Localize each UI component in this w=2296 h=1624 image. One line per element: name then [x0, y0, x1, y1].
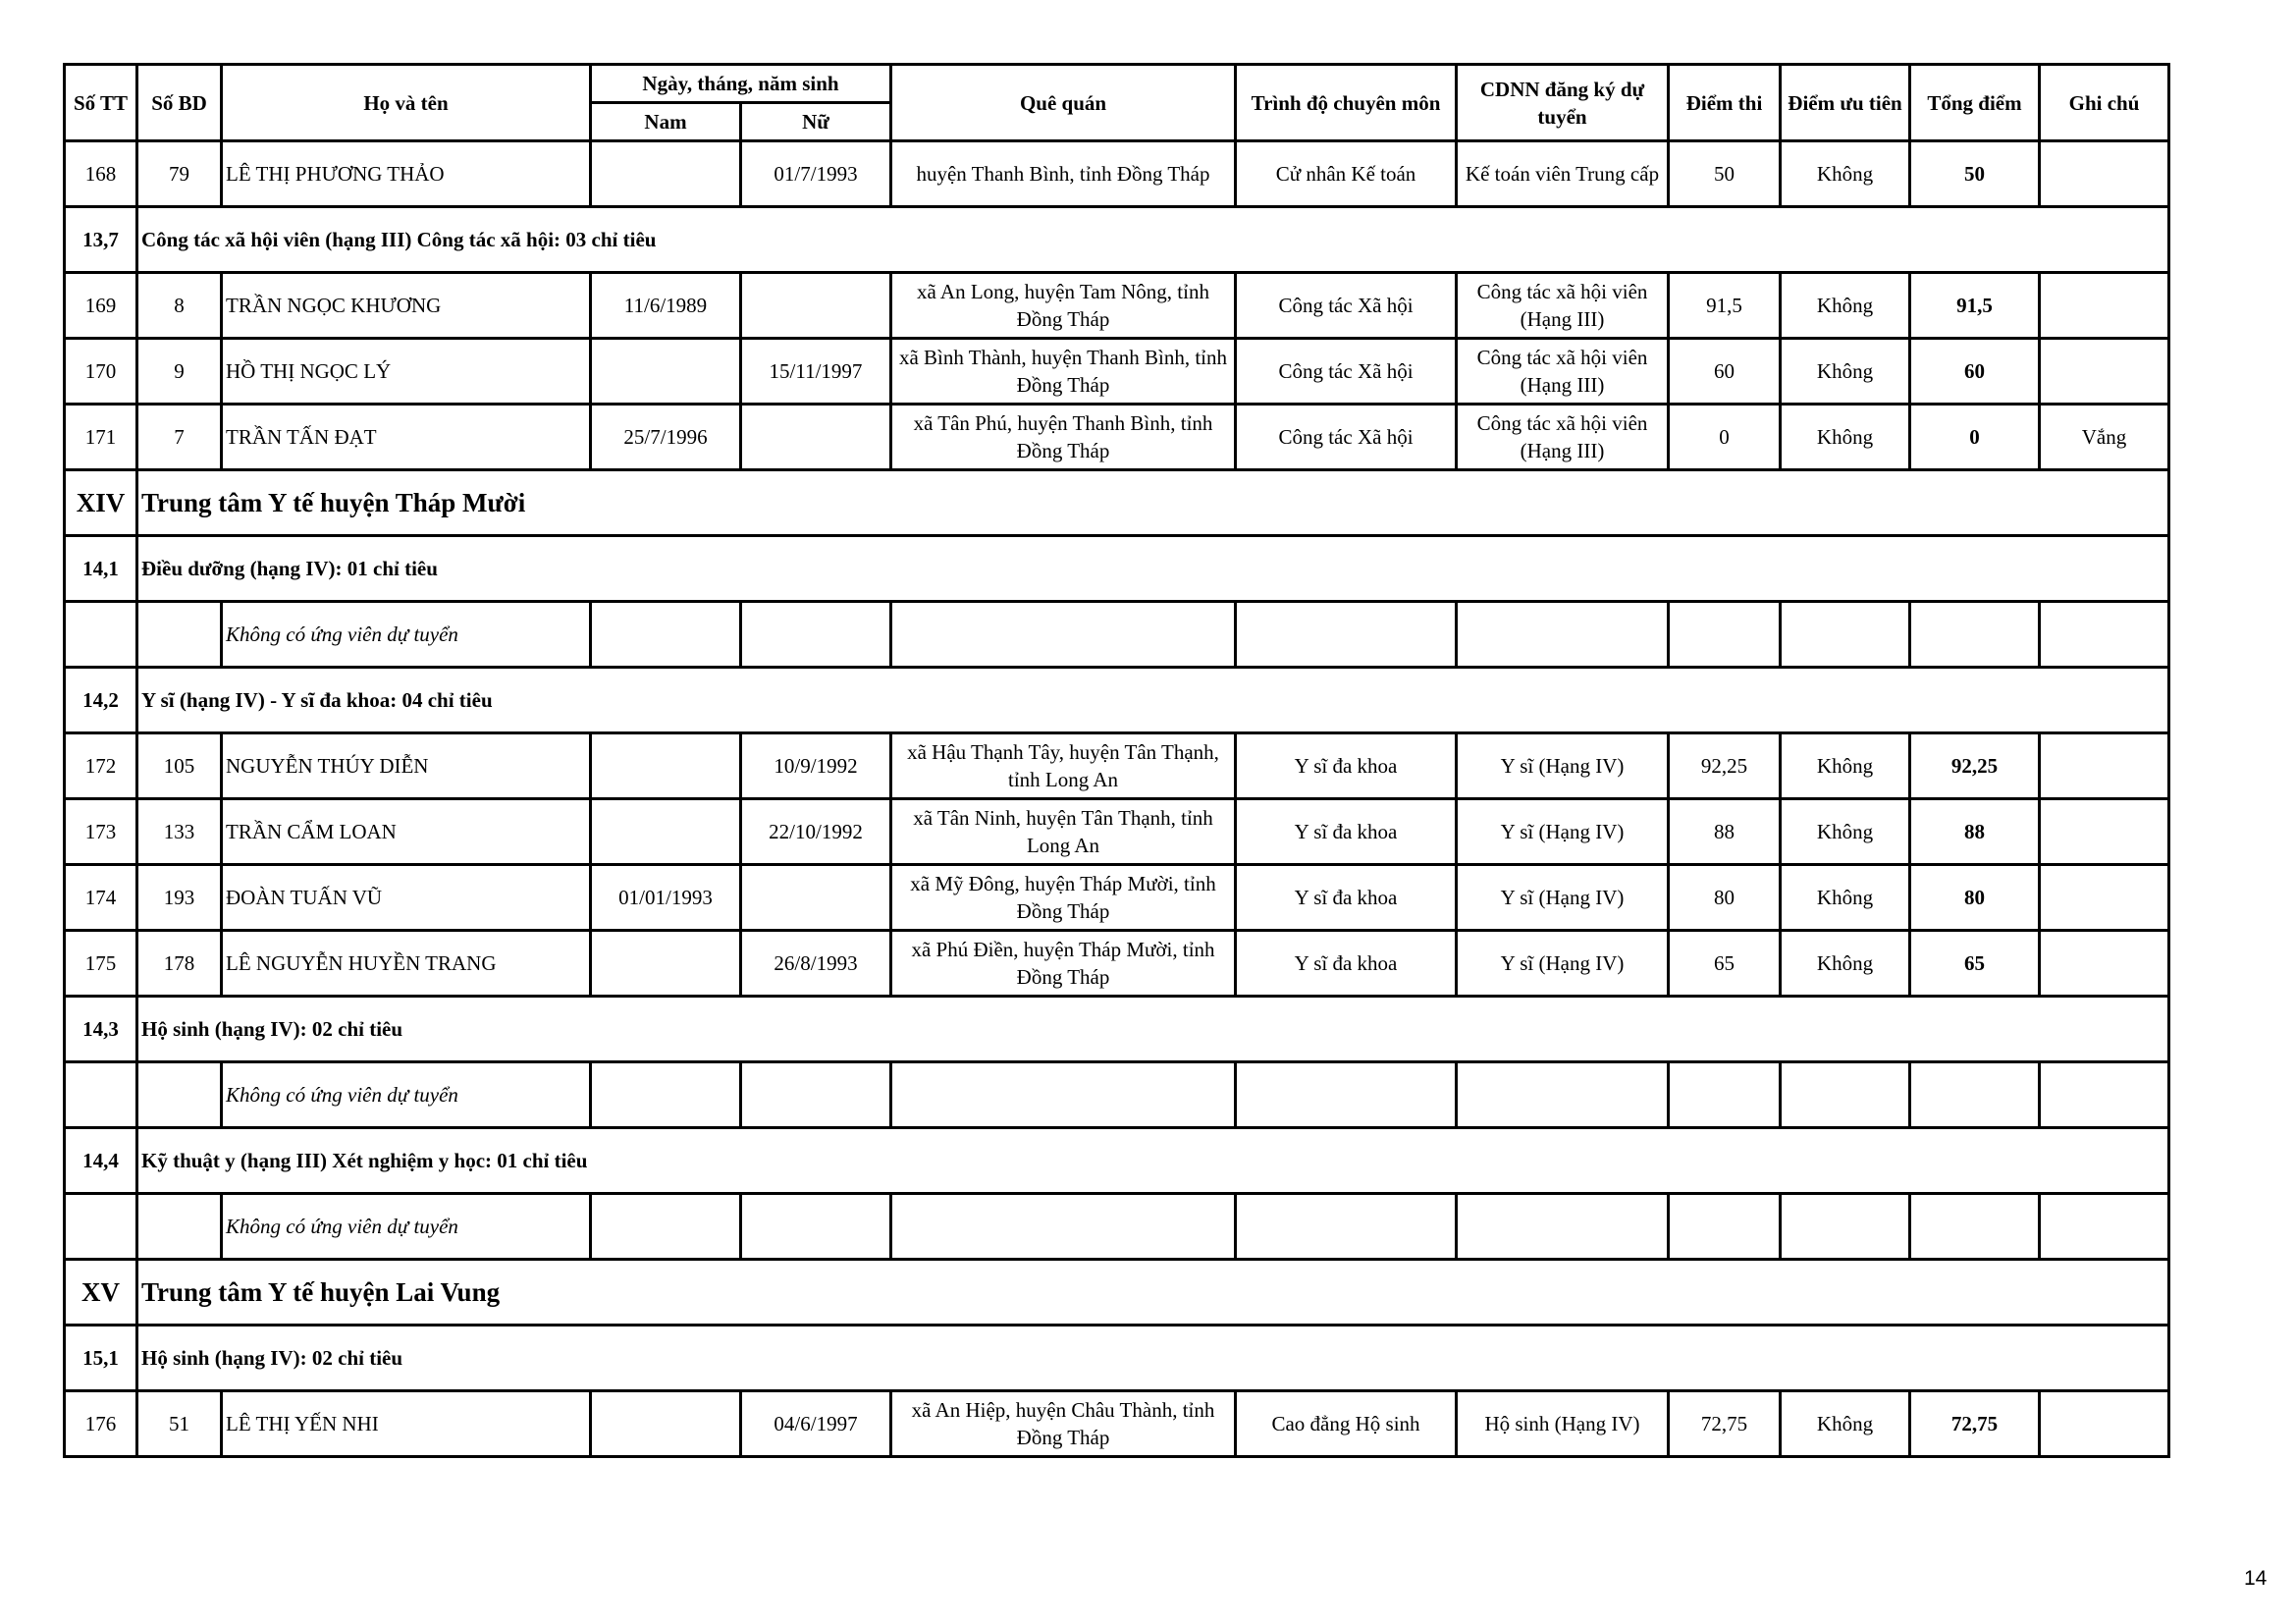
total-cell: 80	[1910, 865, 2040, 931]
qualification-cell: Y sĩ đa khoa	[1236, 733, 1457, 799]
name-cell: LÊ THỊ PHƯƠNG THẢO	[222, 141, 591, 207]
candidate-row	[65, 339, 2169, 405]
cdnn-cell: Công tác xã hội viên (Hạng III)	[1457, 405, 1669, 470]
note-cell	[2040, 931, 2169, 997]
empty-cell	[591, 602, 741, 668]
candidate-row	[65, 865, 2169, 931]
section-number: 14,3	[65, 997, 137, 1062]
hometown-cell: xã Hậu Thạnh Tây, huyện Tân Thạnh, tỉnh Long An	[891, 733, 1236, 799]
dob-female-cell: 22/10/1992	[741, 799, 891, 865]
cdnn-cell: Y sĩ (Hạng IV)	[1457, 799, 1669, 865]
section-number: 13,7	[65, 207, 137, 273]
total-cell: 88	[1910, 799, 2040, 865]
sbd-cell: 51	[137, 1391, 222, 1457]
header-name: Họ và tên	[222, 65, 591, 141]
hometown-cell: xã An Hiệp, huyện Châu Thành, tỉnh Đồng Tháp	[891, 1391, 1236, 1457]
position-heading-row	[65, 207, 2169, 273]
empty-cell	[1910, 1062, 2040, 1128]
qualification-cell: Y sĩ đa khoa	[1236, 799, 1457, 865]
header-hometown: Quê quán	[891, 65, 1236, 141]
total-cell: 92,25	[1910, 733, 2040, 799]
no-candidate-row	[65, 1194, 2169, 1260]
section-title: Trung tâm Y tế huyện Tháp Mười	[137, 470, 2169, 536]
priority-cell: Không	[1781, 273, 1910, 339]
empty-cell	[591, 1194, 741, 1260]
stt-cell: 168	[65, 141, 137, 207]
sbd-cell: 79	[137, 141, 222, 207]
stt-cell: 175	[65, 931, 137, 997]
score-cell: 65	[1669, 931, 1781, 997]
priority-cell: Không	[1781, 931, 1910, 997]
empty-cell	[1457, 1194, 1669, 1260]
empty-cell	[891, 1062, 1236, 1128]
empty-cell	[741, 602, 891, 668]
dob-male-cell	[591, 799, 741, 865]
empty-cell	[891, 602, 1236, 668]
stt-cell: 174	[65, 865, 137, 931]
note-cell: Vắng	[2040, 405, 2169, 470]
empty-cell	[1781, 602, 1910, 668]
priority-cell: Không	[1781, 1391, 1910, 1457]
section-title: Trung tâm Y tế huyện Lai Vung	[137, 1260, 2169, 1326]
sbd-cell: 105	[137, 733, 222, 799]
name-cell: TRẦN CẨM LOAN	[222, 799, 591, 865]
dob-female-cell: 10/9/1992	[741, 733, 891, 799]
qualification-cell: Cao đẳng Hộ sinh	[1236, 1391, 1457, 1457]
hometown-cell: xã An Long, huyện Tam Nông, tỉnh Đồng Tháp	[891, 273, 1236, 339]
no-candidate-row	[65, 1062, 2169, 1128]
score-cell: 91,5	[1669, 273, 1781, 339]
stt-cell: 170	[65, 339, 137, 405]
position-heading-row	[65, 1128, 2169, 1194]
dob-male-cell	[591, 1391, 741, 1457]
name-cell: LÊ NGUYỄN HUYỀN TRANG	[222, 931, 591, 997]
section-title: Hộ sinh (hạng IV): 02 chỉ tiêu	[137, 1326, 2169, 1391]
priority-cell: Không	[1781, 733, 1910, 799]
name-cell: HỒ THỊ NGỌC LÝ	[222, 339, 591, 405]
stt-cell: 176	[65, 1391, 137, 1457]
no-candidate-text: Không có ứng viên dự tuyển	[222, 602, 591, 668]
empty-cell	[891, 1194, 1236, 1260]
sbd-cell	[137, 1194, 222, 1260]
dob-female-cell	[741, 405, 891, 470]
stt-cell: 171	[65, 405, 137, 470]
total-cell: 0	[1910, 405, 2040, 470]
score-cell: 60	[1669, 339, 1781, 405]
section-number: XV	[65, 1260, 137, 1326]
section-title: Điều dưỡng (hạng IV): 01 chỉ tiêu	[137, 536, 2169, 602]
priority-cell: Không	[1781, 799, 1910, 865]
sbd-cell	[137, 602, 222, 668]
hometown-cell: xã Bình Thành, huyện Thanh Bình, tỉnh Đồng Tháp	[891, 339, 1236, 405]
dob-male-cell: 25/7/1996	[591, 405, 741, 470]
empty-cell	[741, 1194, 891, 1260]
section-number: 14,2	[65, 668, 137, 733]
hometown-cell: xã Phú Điền, huyện Tháp Mười, tỉnh Đồng Tháp	[891, 931, 1236, 997]
total-cell: 60	[1910, 339, 2040, 405]
score-cell: 92,25	[1669, 733, 1781, 799]
note-cell	[2040, 1391, 2169, 1457]
cdnn-cell: Công tác xã hội viên (Hạng III)	[1457, 273, 1669, 339]
dob-male-cell	[591, 141, 741, 207]
section-number: 15,1	[65, 1326, 137, 1391]
qualification-cell: Công tác Xã hội	[1236, 339, 1457, 405]
no-candidate-row	[65, 602, 2169, 668]
candidate-row	[65, 799, 2169, 865]
cdnn-cell: Kế toán viên Trung cấp	[1457, 141, 1669, 207]
section-title: Công tác xã hội viên (hạng III) Công tác xã hội: 03 chỉ tiêu	[137, 207, 2169, 273]
dob-female-cell: 15/11/1997	[741, 339, 891, 405]
empty-cell	[1236, 1194, 1457, 1260]
candidate-row	[65, 273, 2169, 339]
name-cell: LÊ THỊ YẾN NHI	[222, 1391, 591, 1457]
empty-cell	[1236, 602, 1457, 668]
header-female: Nữ	[741, 103, 891, 141]
unit-heading-row	[65, 1260, 2169, 1326]
hometown-cell: xã Tân Phú, huyện Thanh Bình, tỉnh Đồng Tháp	[891, 405, 1236, 470]
qualification-cell: Y sĩ đa khoa	[1236, 865, 1457, 931]
cdnn-cell: Y sĩ (Hạng IV)	[1457, 931, 1669, 997]
header-dob: Ngày, tháng, năm sinh	[591, 65, 891, 103]
sbd-cell: 7	[137, 405, 222, 470]
note-cell	[2040, 865, 2169, 931]
qualification-cell: Y sĩ đa khoa	[1236, 931, 1457, 997]
dob-female-cell: 26/8/1993	[741, 931, 891, 997]
header-score: Điểm thi	[1669, 65, 1781, 141]
name-cell: NGUYỄN THÚY DIỄN	[222, 733, 591, 799]
header-qualification: Trình độ chuyên môn	[1236, 65, 1457, 141]
empty-cell	[2040, 1062, 2169, 1128]
sbd-cell: 193	[137, 865, 222, 931]
position-heading-row	[65, 536, 2169, 602]
candidate-row	[65, 733, 2169, 799]
cdnn-cell: Hộ sinh (Hạng IV)	[1457, 1391, 1669, 1457]
empty-cell	[1236, 1062, 1457, 1128]
section-title: Hộ sinh (hạng IV): 02 chỉ tiêu	[137, 997, 2169, 1062]
stt-cell: 173	[65, 799, 137, 865]
empty-cell	[741, 1062, 891, 1128]
name-cell: TRẦN TẤN ĐẠT	[222, 405, 591, 470]
empty-cell	[1910, 602, 2040, 668]
header-sbd: Số BD	[137, 65, 222, 141]
stt-cell	[65, 1194, 137, 1260]
score-cell: 88	[1669, 799, 1781, 865]
dob-male-cell	[591, 339, 741, 405]
header-note: Ghi chú	[2040, 65, 2169, 141]
stt-cell	[65, 1062, 137, 1128]
priority-cell: Không	[1781, 865, 1910, 931]
sbd-cell	[137, 1062, 222, 1128]
position-heading-row	[65, 668, 2169, 733]
total-cell: 50	[1910, 141, 2040, 207]
name-cell: TRẦN NGỌC KHƯƠNG	[222, 273, 591, 339]
stt-cell: 172	[65, 733, 137, 799]
dob-male-cell: 11/6/1989	[591, 273, 741, 339]
page-number: 14	[2244, 1567, 2268, 1590]
empty-cell	[591, 1062, 741, 1128]
header-stt: Số TT	[65, 65, 137, 141]
note-cell	[2040, 799, 2169, 865]
hometown-cell: xã Mỹ Đông, huyện Tháp Mười, tỉnh Đồng Tháp	[891, 865, 1236, 931]
section-number: 14,1	[65, 536, 137, 602]
stt-cell	[65, 602, 137, 668]
candidate-results-table	[63, 63, 2170, 1458]
qualification-cell: Công tác Xã hội	[1236, 405, 1457, 470]
score-cell: 0	[1669, 405, 1781, 470]
total-cell: 65	[1910, 931, 2040, 997]
sbd-cell: 178	[137, 931, 222, 997]
dob-male-cell	[591, 733, 741, 799]
empty-cell	[1669, 1194, 1781, 1260]
unit-heading-row	[65, 470, 2169, 536]
candidate-row	[65, 1391, 2169, 1457]
hometown-cell: huyện Thanh Bình, tỉnh Đồng Tháp	[891, 141, 1236, 207]
section-title: Y sĩ (hạng IV) - Y sĩ đa khoa: 04 chỉ tiêu	[137, 668, 2169, 733]
header-male: Nam	[591, 103, 741, 141]
no-candidate-text: Không có ứng viên dự tuyển	[222, 1194, 591, 1260]
candidate-row	[65, 931, 2169, 997]
empty-cell	[1669, 602, 1781, 668]
dob-female-cell	[741, 865, 891, 931]
dob-female-cell: 01/7/1993	[741, 141, 891, 207]
cdnn-cell: Y sĩ (Hạng IV)	[1457, 733, 1669, 799]
sbd-cell: 133	[137, 799, 222, 865]
candidate-row	[65, 141, 2169, 207]
section-title: Kỹ thuật y (hạng III) Xét nghiệm y học: 01 chỉ tiêu	[137, 1128, 2169, 1194]
section-number: 14,4	[65, 1128, 137, 1194]
hometown-cell: xã Tân Ninh, huyện Tân Thạnh, tỉnh Long An	[891, 799, 1236, 865]
position-heading-row	[65, 997, 2169, 1062]
candidate-row	[65, 405, 2169, 470]
empty-cell	[1910, 1194, 2040, 1260]
cdnn-cell: Công tác xã hội viên (Hạng III)	[1457, 339, 1669, 405]
priority-cell: Không	[1781, 405, 1910, 470]
empty-cell	[2040, 1194, 2169, 1260]
header-cdnn: CDNN đăng ký dự tuyển	[1457, 65, 1669, 141]
total-cell: 72,75	[1910, 1391, 2040, 1457]
dob-female-cell: 04/6/1997	[741, 1391, 891, 1457]
empty-cell	[1457, 1062, 1669, 1128]
position-heading-row	[65, 1326, 2169, 1391]
note-cell	[2040, 273, 2169, 339]
dob-female-cell	[741, 273, 891, 339]
header-total: Tổng điểm	[1910, 65, 2040, 141]
empty-cell	[1669, 1062, 1781, 1128]
note-cell	[2040, 339, 2169, 405]
qualification-cell: Công tác Xã hội	[1236, 273, 1457, 339]
section-number: XIV	[65, 470, 137, 536]
sbd-cell: 8	[137, 273, 222, 339]
empty-cell	[2040, 602, 2169, 668]
score-cell: 72,75	[1669, 1391, 1781, 1457]
sbd-cell: 9	[137, 339, 222, 405]
note-cell	[2040, 733, 2169, 799]
priority-cell: Không	[1781, 141, 1910, 207]
empty-cell	[1781, 1062, 1910, 1128]
score-cell: 80	[1669, 865, 1781, 931]
dob-male-cell: 01/01/1993	[591, 865, 741, 931]
qualification-cell: Cử nhân Kế toán	[1236, 141, 1457, 207]
header-priority: Điểm ưu tiên	[1781, 65, 1910, 141]
table-body	[65, 141, 2169, 1457]
empty-cell	[1457, 602, 1669, 668]
empty-cell	[1781, 1194, 1910, 1260]
score-cell: 50	[1669, 141, 1781, 207]
stt-cell: 169	[65, 273, 137, 339]
total-cell: 91,5	[1910, 273, 2040, 339]
priority-cell: Không	[1781, 339, 1910, 405]
dob-male-cell	[591, 931, 741, 997]
cdnn-cell: Y sĩ (Hạng IV)	[1457, 865, 1669, 931]
note-cell	[2040, 141, 2169, 207]
no-candidate-text: Không có ứng viên dự tuyển	[222, 1062, 591, 1128]
name-cell: ĐOÀN TUẤN VŨ	[222, 865, 591, 931]
